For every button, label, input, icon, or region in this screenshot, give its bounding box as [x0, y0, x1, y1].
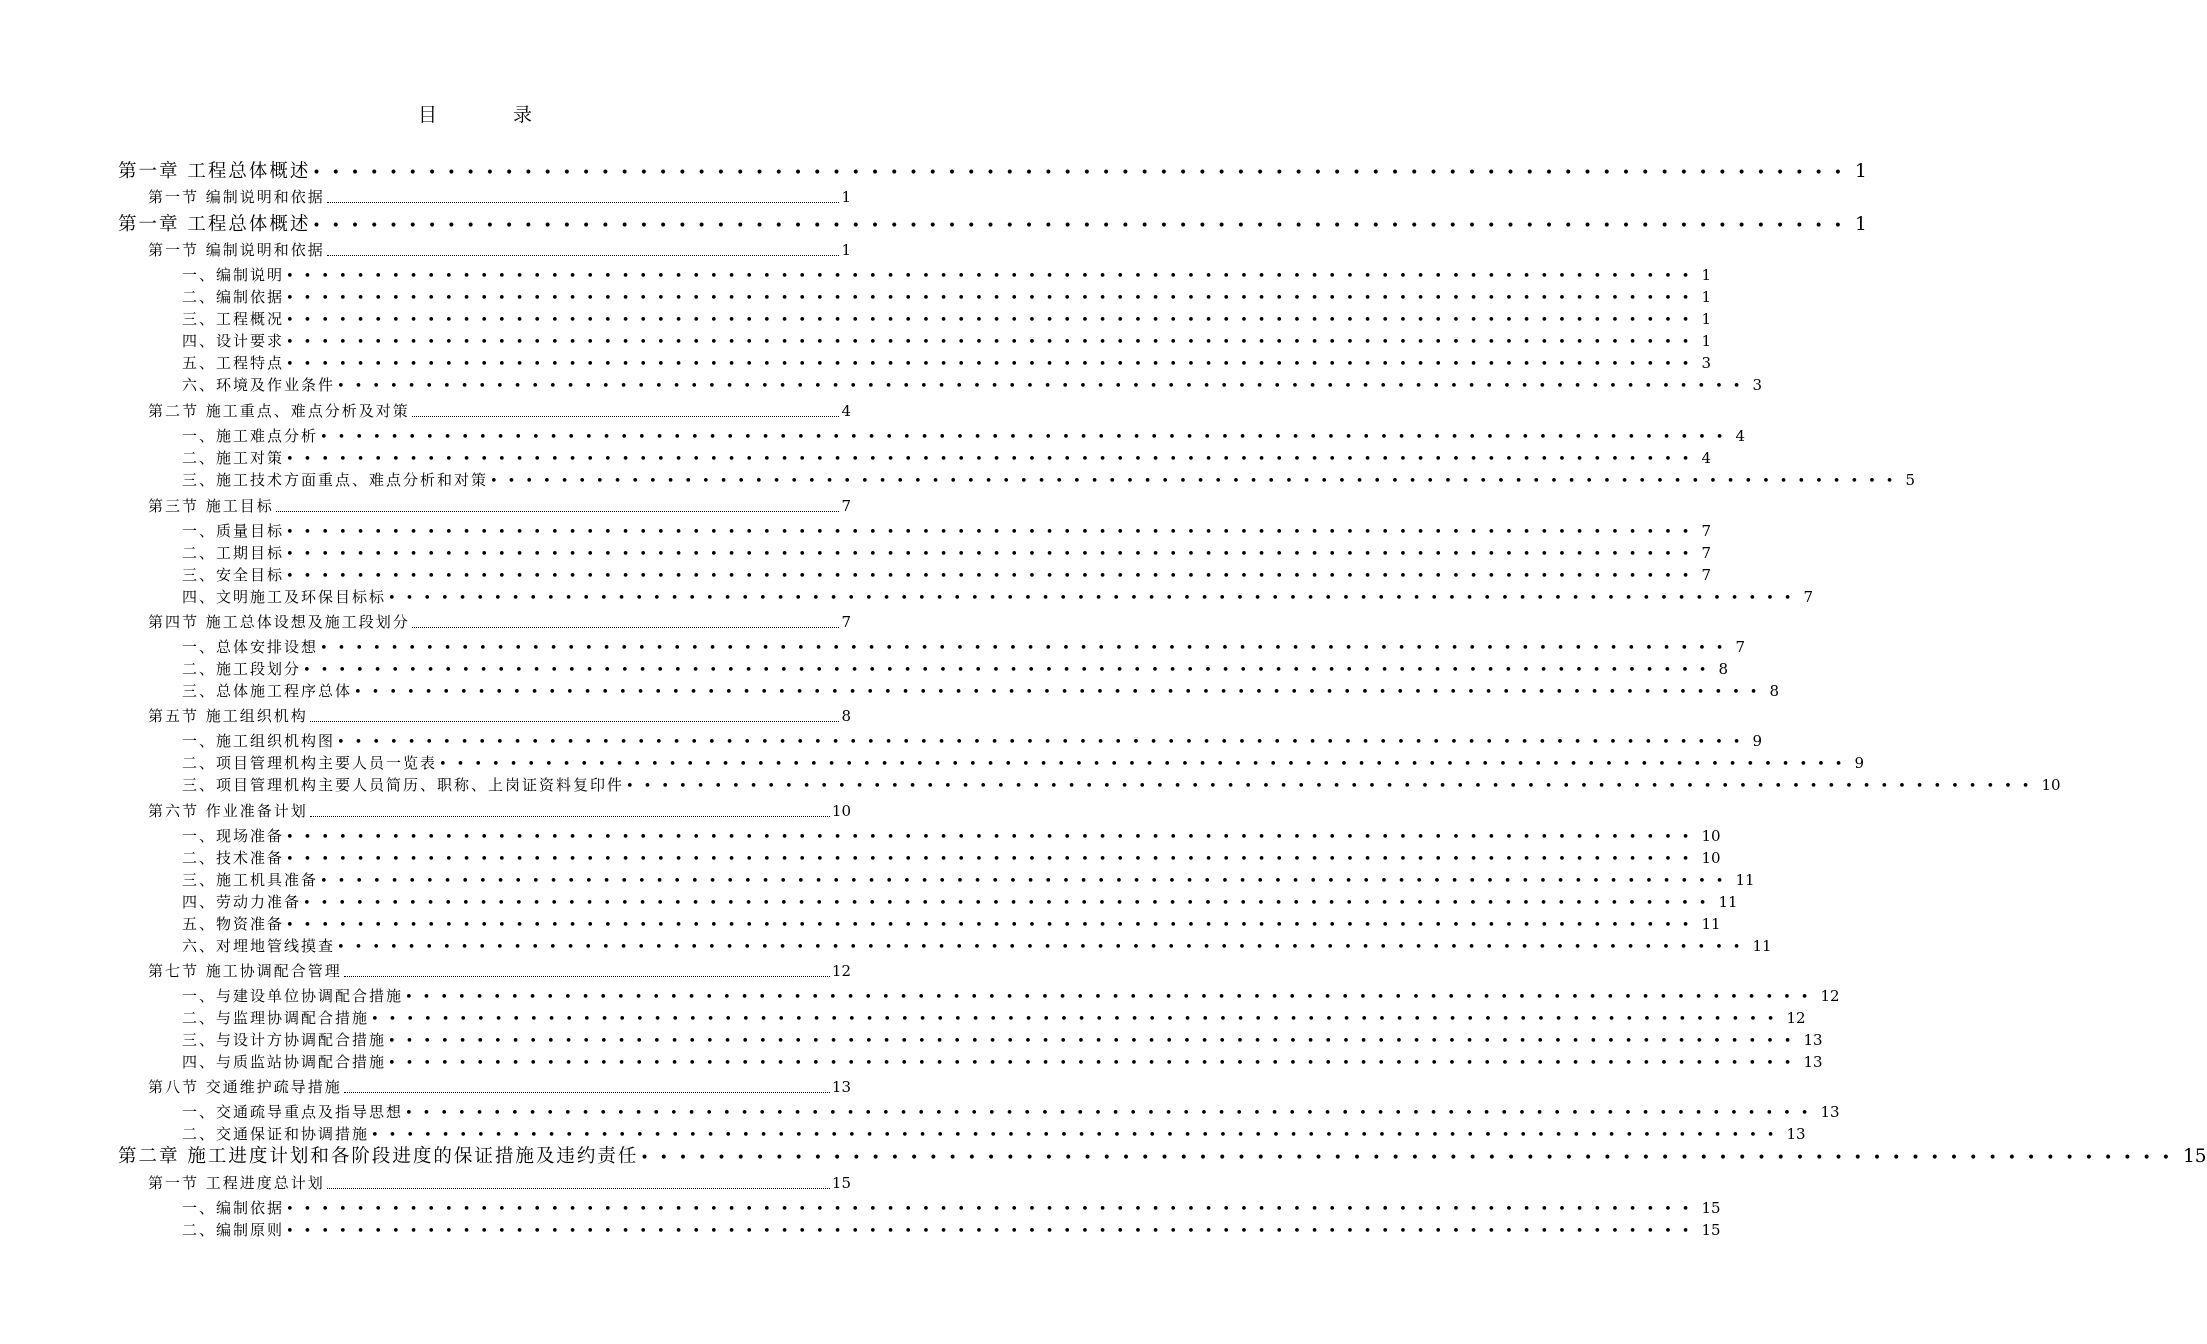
toc-entry-label: 六、环境及作业条件: [182, 376, 336, 394]
toc-entry-sub[interactable]: [182, 869, 1755, 890]
toc-leader: [310, 816, 830, 817]
toc-entry-label: 二、施工段划分: [182, 660, 302, 678]
toc-entry-label: 三、与设计方协调配合措施: [182, 1031, 387, 1049]
toc-entry-section[interactable]: [148, 495, 851, 516]
toc-entry-label: 第五节 施工组织机构: [148, 707, 308, 725]
toc-leader: ••••••••••••••••••••••••••••••••••••••••••••••••••••••••••••••••••••••••••••••••: [337, 735, 1751, 750]
toc-entry-label: 三、安全目标: [182, 566, 285, 584]
toc-entry-label: 四、与质监站协调配合措施: [182, 1053, 387, 1071]
toc-entry-sub[interactable]: [182, 847, 1721, 868]
toc-entry-label: 五、工程特点: [182, 354, 285, 372]
toc-entry-sub[interactable]: [182, 680, 1779, 701]
toc-entry-page: 7: [1701, 566, 1711, 584]
toc-leader: ••••••••••••••••••••••••••••••••••••••••••••••••••••••••••••••••••••••••••••••••: [388, 1056, 1802, 1071]
toc-entry-page: 7: [841, 497, 851, 515]
toc-entry-label: 二、项目管理机构主要人员一览表: [182, 754, 438, 772]
toc-leader: ••••••••••••••••••••••••••••••••••••••••••••••••••••••••••••••••••••••••••••••••: [371, 1128, 1785, 1143]
toc-entry-sub[interactable]: [182, 447, 1711, 468]
toc-entry-page: 8: [1769, 682, 1779, 700]
toc-entry-section[interactable]: [148, 611, 851, 632]
toc-entry-page: 11: [1752, 937, 1772, 955]
toc-entry-label: 三、施工技术方面重点、难点分析和对策: [182, 471, 489, 489]
toc-entry-label: 一、现场准备: [182, 827, 285, 845]
toc-entry-label: 二、工期目标: [182, 544, 285, 562]
toc-leader: [327, 1188, 830, 1189]
toc-entry-label: 第一节 编制说明和依据: [148, 188, 325, 206]
toc-entry-page: 8: [1718, 660, 1728, 678]
toc-leader: [344, 976, 830, 977]
toc-entry-section[interactable]: [148, 186, 851, 207]
toc-entry-page: 13: [831, 1078, 851, 1096]
toc-entry-label: 二、与监理协调配合措施: [182, 1009, 370, 1027]
toc-leader: ••••••••••••••••••••••••••••••••••••••••••••••••••••••••••••••••••••••••••••••••: [405, 990, 1819, 1005]
toc-leader: ••••••••••••••••••••••••••••••••••••••••••••••••••••••••••••••••••••••••••••••••: [286, 335, 1700, 350]
toc-entry-sub[interactable]: [182, 564, 1711, 585]
toc-entry-page: 15: [831, 1174, 851, 1192]
toc-leader: [327, 202, 840, 203]
toc-entry-sub[interactable]: [182, 1219, 1721, 1240]
toc-entry-label: 三、工程概况: [182, 310, 285, 328]
toc-entry-page: 15: [2183, 1146, 2207, 1167]
toc-entry-sub[interactable]: [182, 1197, 1721, 1218]
toc-entry-page: 11: [1735, 871, 1755, 889]
toc-entry-page: 7: [1701, 522, 1711, 540]
toc-entry-page: 11: [1701, 915, 1721, 933]
toc-entry-sub[interactable]: [182, 264, 1711, 285]
toc-entry-page: 10: [1701, 827, 1721, 845]
toc-entry-sub[interactable]: [182, 891, 1738, 912]
toc-leader: ••••••••••••••••••••••••••••••••••••••••••••••••••••••••••••••••••••••••••••••••: [388, 591, 1802, 606]
toc-entry-page: 13: [1803, 1031, 1823, 1049]
toc-entry-sub[interactable]: [182, 425, 1745, 446]
toc-entry-page: 3: [1701, 354, 1711, 372]
toc-leader: [276, 511, 840, 512]
page-title: 目录: [417, 104, 608, 126]
toc-entry-sub[interactable]: [182, 913, 1721, 934]
toc-entry-page: 1: [1701, 310, 1711, 328]
toc-entry-sub[interactable]: [182, 542, 1711, 563]
toc-entry-label: 一、施工组织机构图: [182, 732, 336, 750]
toc-entry-chapter[interactable]: [118, 210, 1867, 236]
toc-entry-label: 第三节 施工目标: [148, 497, 274, 515]
toc-entry-label: 一、编制说明: [182, 266, 285, 284]
toc-entry-page: 7: [841, 613, 851, 631]
toc-entry-section[interactable]: [148, 705, 851, 726]
toc-entry-page: 13: [1820, 1103, 1840, 1121]
toc-entry-page: 13: [1803, 1053, 1823, 1071]
toc-entry-sub[interactable]: [182, 1007, 1806, 1028]
toc-leader: ••••••••••••••••••••••••••••••••••••••••••••••••••••••••••••••••••••••••••••••••: [320, 430, 1734, 445]
toc-entry-label: 三、总体施工程序总体: [182, 682, 353, 700]
toc-entry-sub[interactable]: [182, 774, 2061, 795]
toc-entry-page: 11: [1718, 893, 1738, 911]
toc-entry-sub[interactable]: [182, 636, 1745, 657]
toc-entry-label: 第二章 施工进度计划和各阶段进度的保证措施及违约责任: [118, 1146, 639, 1167]
toc-entry-label: 第七节 施工协调配合管理: [148, 962, 342, 980]
toc-entry-label: 一、施工难点分析: [182, 427, 319, 445]
toc-entry-page: 7: [1701, 544, 1711, 562]
toc-leader: ••••••••••••••••••••••••••••••••••••••••••••••••••••••••••••••••••••••••••••••••: [286, 357, 1700, 372]
toc-entry-sub[interactable]: [182, 1123, 1806, 1144]
toc-entry-label: 第二节 施工重点、难点分析及对策: [148, 402, 410, 420]
toc-leader: ••••••••••••••••••••••••••••••••••••••••••••••••••••••••••••••••••••••••••••••••: [286, 830, 1700, 845]
toc-entry-sub[interactable]: [182, 1029, 1823, 1050]
toc-entry-sub[interactable]: [182, 352, 1711, 373]
toc-entry-label: 四、文明施工及环保目标标: [182, 588, 387, 606]
toc-entry-label: 一、总体安排设想: [182, 638, 319, 656]
toc-entry-label: 第六节 作业准备计划: [148, 802, 308, 820]
toc-entry-section[interactable]: [148, 960, 851, 981]
toc-entry-label: 二、施工对策: [182, 449, 285, 467]
toc-entry-page: 1: [1701, 332, 1711, 350]
toc-entry-page: 10: [2041, 776, 2061, 794]
toc-entry-sub[interactable]: [182, 1051, 1823, 1072]
toc-entry-label: 三、项目管理机构主要人员简历、职称、上岗证资料复印件: [182, 776, 625, 794]
toc-leader: [310, 721, 840, 722]
toc-entry-page: 10: [831, 802, 851, 820]
toc-entry-page: 4: [1735, 427, 1745, 445]
toc-entry-label: 二、交通保证和协调措施: [182, 1125, 370, 1143]
toc-entry-page: 13: [1786, 1125, 1806, 1143]
toc-entry-page: 9: [1854, 754, 1864, 772]
toc-entry-page: 5: [1905, 471, 1915, 489]
toc-leader: ••••••••••••••••••••••••••••••••••••••••••••••••••••••••••••••••••••••••••••••••: [286, 525, 1700, 540]
toc-leader: ••••••••••••••••••••••••••••••••••••••••••••••••••••••••••••••••••••••••••••••••: [286, 1202, 1700, 1217]
toc-leader: [412, 627, 840, 628]
toc-entry-page: 3: [1752, 376, 1762, 394]
toc-leader: ••••••••••••••••••••••••••••••••••••••••••••••••••••••••••••••••••••••••••••••••: [439, 757, 1853, 772]
toc-entry-sub[interactable]: [182, 586, 1813, 607]
toc-entry-page: 7: [1735, 638, 1745, 656]
toc-leader: ••••••••••••••••••••••••••••••••••••••••••••••••••••••••••••••••••••••••••••••••: [312, 218, 1854, 234]
toc-entry-label: 第四节 施工总体设想及施工段划分: [148, 613, 410, 631]
toc-entry-page: 7: [1803, 588, 1813, 606]
toc-entry-page: 9: [1752, 732, 1762, 750]
toc-entry-label: 第一章 工程总体概述: [118, 214, 311, 235]
toc-leader: ••••••••••••••••••••••••••••••••••••••••••••••••••••••••••••••••••••••••••••••••: [320, 641, 1734, 656]
toc-leader: ••••••••••••••••••••••••••••••••••••••••••••••••••••••••••••••••••••••••••••••••: [320, 874, 1734, 889]
toc-entry-label: 第一节 编制说明和依据: [148, 241, 325, 259]
toc-entry-page: 12: [1820, 987, 1840, 1005]
toc-entry-sub[interactable]: [182, 935, 1772, 956]
toc-leader: ••••••••••••••••••••••••••••••••••••••••••••••••••••••••••••••••••••••••••••••••: [286, 313, 1700, 328]
toc-entry-label: 六、对埋地管线摸查: [182, 937, 336, 955]
toc-entry-label: 一、质量目标: [182, 522, 285, 540]
toc-entry-page: 10: [1701, 849, 1721, 867]
toc-entry-section[interactable]: [148, 1076, 851, 1097]
toc-entry-page: 1: [841, 188, 851, 206]
toc-leader: ••••••••••••••••••••••••••••••••••••••••••••••••••••••••••••••••••••••••••••••••: [303, 663, 1717, 678]
toc-leader: [412, 416, 840, 417]
toc-entry-page: 15: [1701, 1221, 1721, 1239]
toc-entry-section[interactable]: [148, 239, 851, 260]
toc-entry-sub[interactable]: [182, 330, 1711, 351]
toc-entry-sub[interactable]: [182, 1101, 1840, 1122]
toc-entry-label: 一、交通疏导重点及指导思想: [182, 1103, 404, 1121]
toc-entry-page: 4: [1701, 449, 1711, 467]
toc-entry-sub[interactable]: [182, 658, 1728, 679]
toc-entry-page: 1: [841, 241, 851, 259]
toc-leader: ••••••••••••••••••••••••••••••••••••••••••••••••••••••••••••••••••••••••••••••••: [337, 940, 1751, 955]
toc-entry-page: 1: [1855, 214, 1867, 235]
toc-leader: ••••••••••••••••••••••••••••••••••••••••••••••••••••••••••••••••••••••••••••••••: [371, 1012, 1785, 1027]
toc-leader: ••••••••••••••••••••••••••••••••••••••••••••••••••••••••••••••••••••••••••••••••: [286, 918, 1700, 933]
toc-entry-page: 1: [1701, 288, 1711, 306]
toc-entry-label: 二、技术准备: [182, 849, 285, 867]
toc-entry-chapter[interactable]: [118, 157, 1867, 183]
toc-leader: ••••••••••••••••••••••••••••••••••••••••••••••••••••••••••••••••••••••••••••••••: [354, 685, 1768, 700]
toc-leader: ••••••••••••••••••••••••••••••••••••••••••••••••••••••••••••••••••••••••••••••••: [286, 569, 1700, 584]
toc-entry-label: 二、编制原则: [182, 1221, 285, 1239]
toc-entry-label: 五、物资准备: [182, 915, 285, 933]
toc-entry-page: 15: [1701, 1199, 1721, 1217]
toc-entry-label: 四、劳动力准备: [182, 893, 302, 911]
toc-leader: ••••••••••••••••••••••••••••••••••••••••••••••••••••••••••••••••••••••••••••••••: [405, 1106, 1819, 1121]
toc-leader: ••••••••••••••••••••••••••••••••••••••••••••••••••••••••••••••••••••••••••••••••: [490, 474, 1904, 489]
toc-entry-sub[interactable]: [182, 730, 1762, 751]
toc-leader: ••••••••••••••••••••••••••••••••••••••••••••••••••••••••••••••••••••••••••••••••: [286, 291, 1700, 306]
toc-entry-page: 12: [831, 962, 851, 980]
toc-entry-label: 第八节 交通维护疏导措施: [148, 1078, 342, 1096]
toc-entry-label: 三、施工机具准备: [182, 871, 319, 889]
toc-entry-label: 二、编制依据: [182, 288, 285, 306]
toc-entry-sub[interactable]: [182, 469, 1915, 490]
toc-entry-sub[interactable]: [182, 985, 1840, 1006]
toc-entry-label: 第一章 工程总体概述: [118, 161, 311, 182]
toc-entry-sub[interactable]: [182, 286, 1711, 307]
toc-entry-page: 1: [1855, 161, 1867, 182]
toc-entry-page: 8: [841, 707, 851, 725]
toc-entry-label: 四、设计要求: [182, 332, 285, 350]
toc-leader: ••••••••••••••••••••••••••••••••••••••••••••••••••••••••••••••••••••••••••••••••: [626, 779, 2040, 794]
toc-leader: [327, 255, 840, 256]
toc-entry-sub[interactable]: [182, 825, 1721, 846]
toc-entry-section[interactable]: [148, 1172, 851, 1193]
toc-entry-sub[interactable]: [182, 752, 1864, 773]
toc-entry-label: 一、与建设单位协调配合措施: [182, 987, 404, 1005]
toc-entry-sub[interactable]: [182, 374, 1762, 395]
toc-entry-chapter[interactable]: [118, 1142, 2207, 1168]
toc-leader: ••••••••••••••••••••••••••••••••••••••••••••••••••••••••••••••••••••••••••••••••: [286, 269, 1700, 284]
toc-leader: ••••••••••••••••••••••••••••••••••••••••••••••••••••••••••••••••••••••••••••••••: [337, 379, 1751, 394]
toc-entry-page: 1: [1701, 266, 1711, 284]
toc-entry-label: 一、编制依据: [182, 1199, 285, 1217]
toc-leader: ••••••••••••••••••••••••••••••••••••••••••••••••••••••••••••••••••••••••••••••••: [388, 1034, 1802, 1049]
toc-entry-section[interactable]: [148, 800, 851, 821]
toc-leader: ••••••••••••••••••••••••••••••••••••••••••••••••••••••••••••••••••••••••••••••••: [640, 1150, 2182, 1166]
toc-entry-section[interactable]: [148, 400, 851, 421]
toc-entry-sub[interactable]: [182, 520, 1711, 541]
toc-leader: ••••••••••••••••••••••••••••••••••••••••••••••••••••••••••••••••••••••••••••••••: [286, 1224, 1700, 1239]
toc-entry-page: 4: [841, 402, 851, 420]
toc-leader: ••••••••••••••••••••••••••••••••••••••••••••••••••••••••••••••••••••••••••••••••: [286, 452, 1700, 467]
toc-leader: ••••••••••••••••••••••••••••••••••••••••••••••••••••••••••••••••••••••••••••••••: [303, 896, 1717, 911]
toc-leader: ••••••••••••••••••••••••••••••••••••••••••••••••••••••••••••••••••••••••••••••••: [312, 165, 1854, 181]
toc-leader: ••••••••••••••••••••••••••••••••••••••••••••••••••••••••••••••••••••••••••••••••: [286, 852, 1700, 867]
toc-entry-page: 12: [1786, 1009, 1806, 1027]
toc-leader: [344, 1092, 830, 1093]
toc-entry-label: 第一节 工程进度总计划: [148, 1174, 325, 1192]
toc-entry-sub[interactable]: [182, 308, 1711, 329]
toc-leader: ••••••••••••••••••••••••••••••••••••••••••••••••••••••••••••••••••••••••••••••••: [286, 547, 1700, 562]
